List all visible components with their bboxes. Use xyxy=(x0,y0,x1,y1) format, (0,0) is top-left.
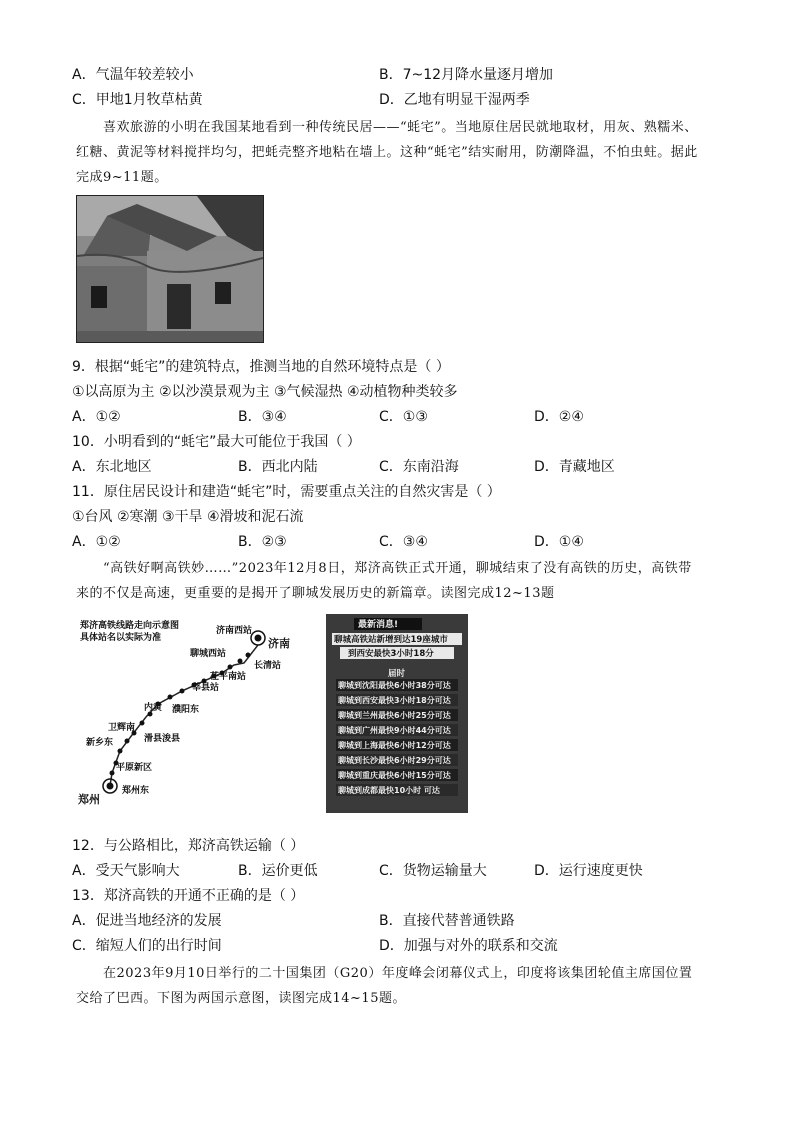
label-zhengzhou-east: 郑州东 xyxy=(122,786,150,796)
poster-line: 聊城到兰州最快6小时25分可达 xyxy=(338,711,451,720)
q11-option-a: A．①② xyxy=(72,534,121,550)
map-title-2: 具体站名以实际为准 xyxy=(80,633,162,643)
q10-option-c: C．东南沿海 xyxy=(379,459,459,475)
q11-option-d: D．①④ xyxy=(534,534,584,550)
passage1-line3: 完成9~11题。 xyxy=(76,170,168,185)
poster-line: 聊城到广州最快9小时44分可达 xyxy=(338,726,451,735)
label-xinxiang-east: 新乡东 xyxy=(86,738,114,748)
passage2-line2: 来的不仅是高速，更重要的是揭开了聊城发展历史的新篇章。读图完成12~13题 xyxy=(76,586,555,601)
passage2-line1: “高铁好啊高铁妙……”2023年12月8日，郑济高铁正式开通，聊城结束了没有高铁的历史，高铁带 xyxy=(103,561,692,576)
q9-option-b: B．③④ xyxy=(238,409,287,425)
poster-line: 聊城到成都最快10小时 可达 xyxy=(338,786,440,795)
poster-title-1: 聊城高铁站新增到达19座城市 xyxy=(334,635,448,645)
news-poster xyxy=(326,614,468,813)
label-jinan: 济南 xyxy=(268,637,290,650)
q13-stem: 13．郑济高铁的开通不正确的是（ ） xyxy=(72,888,305,904)
passage1-line1: 喜欢旅游的小明在我国某地看到一种传统民居——“蚝宅”。当地原住居民就地取材，用灰、熟糯米、 xyxy=(103,120,698,135)
map-title-1: 郑济高铁线路走向示意图 xyxy=(80,621,180,631)
q13-option-b: B．直接代替普通铁路 xyxy=(379,913,515,929)
label-weihui-south: 卫辉南 xyxy=(108,723,136,733)
q13-option-a: A．促进当地经济的发展 xyxy=(72,913,222,929)
label-pingyuan-new: 平原新区 xyxy=(116,763,153,773)
label-liaocheng-west: 聊城西站 xyxy=(190,649,227,659)
label-jinan-west: 济南西站 xyxy=(216,626,253,636)
q13-option-d: D．加强与对外的联系和交流 xyxy=(379,938,558,954)
oyster-house-photo xyxy=(76,195,264,343)
q12-stem: 12．与公路相比，郑济高铁运输（ ） xyxy=(72,838,305,854)
q11-option-b: B．②③ xyxy=(238,534,287,550)
label-puyang-east: 濮阳东 xyxy=(172,705,200,715)
poster-title-2: 到西安最快3小时18分 xyxy=(348,649,434,659)
poster-line: 聊城到重庆最快6小时15分可达 xyxy=(338,771,451,780)
q9-items: ①以高原为主 ②以沙漠景观为主 ③气候湿热 ④动植物种类较多 xyxy=(72,384,458,400)
oyster-house-image xyxy=(77,196,263,342)
q11-option-c: C．③④ xyxy=(379,534,428,550)
q8-option-b: B．7~12月降水量逐月增加 xyxy=(379,67,554,83)
passage3-line1: 在2023年9月10日举行的二十国集团（G20）年度峰会闭幕仪式上，印度将该集团轮值主席国位置 xyxy=(103,966,693,981)
poster-line: 聊城到长沙最快6小时29分可达 xyxy=(338,756,451,765)
q9-option-a: A．①② xyxy=(72,409,121,425)
passage1-line2: 红糖、黄泥等材料搅拌均匀，把蚝壳整齐地粘在墙上。这种“蚝宅”结实耐用，防潮降温，不怕虫蛀。据此 xyxy=(76,145,698,160)
q10-option-d: D．青藏地区 xyxy=(534,459,615,475)
q13-option-c: C．缩短人们的出行时间 xyxy=(72,938,222,954)
passage3-line2: 交给了巴西。下图为两国示意图，读图完成14~15题。 xyxy=(76,991,406,1006)
label-shenxian: 莘县站 xyxy=(192,683,220,693)
q11-items: ①台风 ②寒潮 ③干旱 ④滑坡和泥石流 xyxy=(72,509,304,525)
poster-line: 聊城到上海最快6小时12分可达 xyxy=(338,741,451,750)
q9-option-c: C．①③ xyxy=(379,409,428,425)
q12-option-b: B．运价更低 xyxy=(238,863,318,879)
q12-option-c: C．货物运输量大 xyxy=(379,863,487,879)
q12-option-a: A．受天气影响大 xyxy=(72,863,180,879)
q10-option-a: A．东北地区 xyxy=(72,459,152,475)
q9-stem: 9．根据“蚝宅”的建筑特点，推测当地的自然环境特点是（ ） xyxy=(72,359,450,375)
poster-line: 聊城到西安最快3小时18分可达 xyxy=(338,696,451,705)
q10-option-b: B．西北内陆 xyxy=(238,459,318,475)
label-zhengzhou: 郑州 xyxy=(78,793,100,806)
poster-line: 聊城到沈阳最快6小时38分可达 xyxy=(338,681,451,690)
q9-option-d: D．②④ xyxy=(534,409,584,425)
label-huaxian-junxian: 滑县浚县 xyxy=(144,734,181,744)
q8-option-d: D．乙地有明显干湿两季 xyxy=(379,92,530,108)
q12-option-d: D．运行速度更快 xyxy=(534,863,643,879)
poster-header: 最新消息! xyxy=(358,620,399,630)
railway-map xyxy=(72,613,312,813)
label-neihuang: 内黄 xyxy=(144,703,163,713)
poster-sub: 届时 xyxy=(388,669,406,679)
q11-stem: 11．原住居民设计和建造“蚝宅”时，需要重点关注的自然灾害是（ ） xyxy=(72,484,501,500)
q8-option-c: C．甲地1月牧草枯黄 xyxy=(72,92,203,108)
label-changqing: 长清站 xyxy=(254,661,282,671)
q8-option-a: A．气温年较差较小 xyxy=(72,67,194,83)
label-chiping-south: 茌平南站 xyxy=(210,672,247,682)
q10-stem: 10．小明看到的“蚝宅”最大可能位于我国（ ） xyxy=(72,434,361,450)
